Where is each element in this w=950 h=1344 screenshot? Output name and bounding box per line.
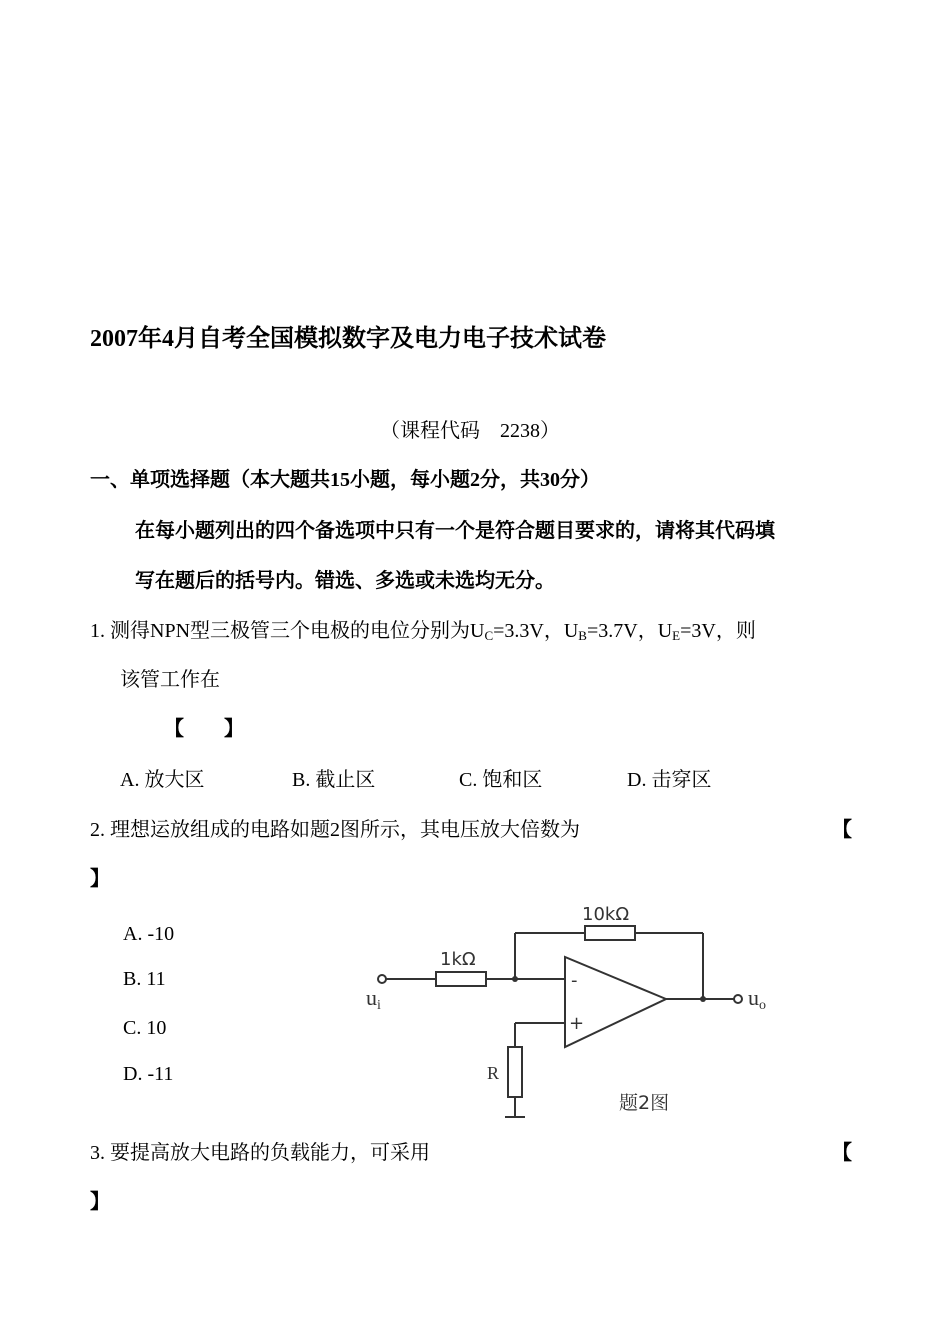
instruction-line-2: 写在题后的括号内。错选、多选或未选均无分。 — [135, 570, 555, 592]
q2-option-d: D. -11 — [123, 1063, 174, 1085]
junction-dot — [512, 976, 518, 982]
page-title: 2007年4月自考全国模拟数字及电力电子技术试卷 — [90, 326, 606, 352]
answer-bracket-close: 】 — [90, 868, 110, 890]
junction-dot — [700, 996, 706, 1002]
input-resistor-label: 1kΩ — [440, 949, 476, 970]
instruction-line-1: 在每小题列出的四个备选项中只有一个是符合题目要求的，请将其代码填 — [135, 520, 775, 542]
answer-bracket: 【 】 — [164, 718, 244, 740]
answer-bracket-close: 】 — [90, 1191, 110, 1213]
option-b: B. 截止区 — [292, 769, 376, 791]
option-c: C. 饱和区 — [459, 769, 543, 791]
input-voltage-label: ui — [366, 985, 381, 1013]
q2-option-c: C. 10 — [123, 1017, 167, 1039]
question-3-text: 3. 要提高放大电路的负载能力，可采用 — [90, 1142, 430, 1164]
plus-sign: + — [569, 1013, 585, 1034]
question-1-text: 1. 测得NPN型三极管三个电极的电位分别为$U_C=3.3V$，$U_B=3.7V$，$U_E=3V$，则 — [90, 620, 756, 643]
output-voltage-label: uo — [748, 985, 766, 1013]
figure-caption: 题2图 — [619, 1092, 670, 1114]
input-terminal — [378, 975, 386, 983]
question-2-text: 2. 理想运放组成的电路如题2图所示，其电压放大倍数为 — [90, 819, 580, 841]
option-d: D. 击穿区 — [627, 769, 712, 791]
minus-sign: - — [571, 970, 578, 991]
answer-bracket-open: 【 — [832, 1142, 852, 1164]
section-heading: 一、单项选择题（本大题共15小题，每小题2分，共30分） — [90, 469, 600, 491]
q2-option-a: A. -10 — [123, 923, 175, 945]
ground-resistor-label: R — [487, 1063, 500, 1083]
question-1-line-2: 该管工作在 — [120, 669, 220, 691]
option-a: A. 放大区 — [120, 769, 205, 791]
answer-bracket-open: 【 — [832, 819, 852, 841]
output-terminal — [734, 995, 742, 1003]
ground-resistor — [508, 1047, 522, 1097]
feedback-resistor — [585, 926, 635, 940]
input-resistor — [436, 972, 486, 986]
course-code: （课程代码 2238） — [380, 420, 560, 442]
q2-option-b: B. 11 — [123, 968, 166, 990]
feedback-resistor-label: 10kΩ — [582, 904, 630, 925]
opamp-circuit-diagram — [360, 895, 790, 1130]
